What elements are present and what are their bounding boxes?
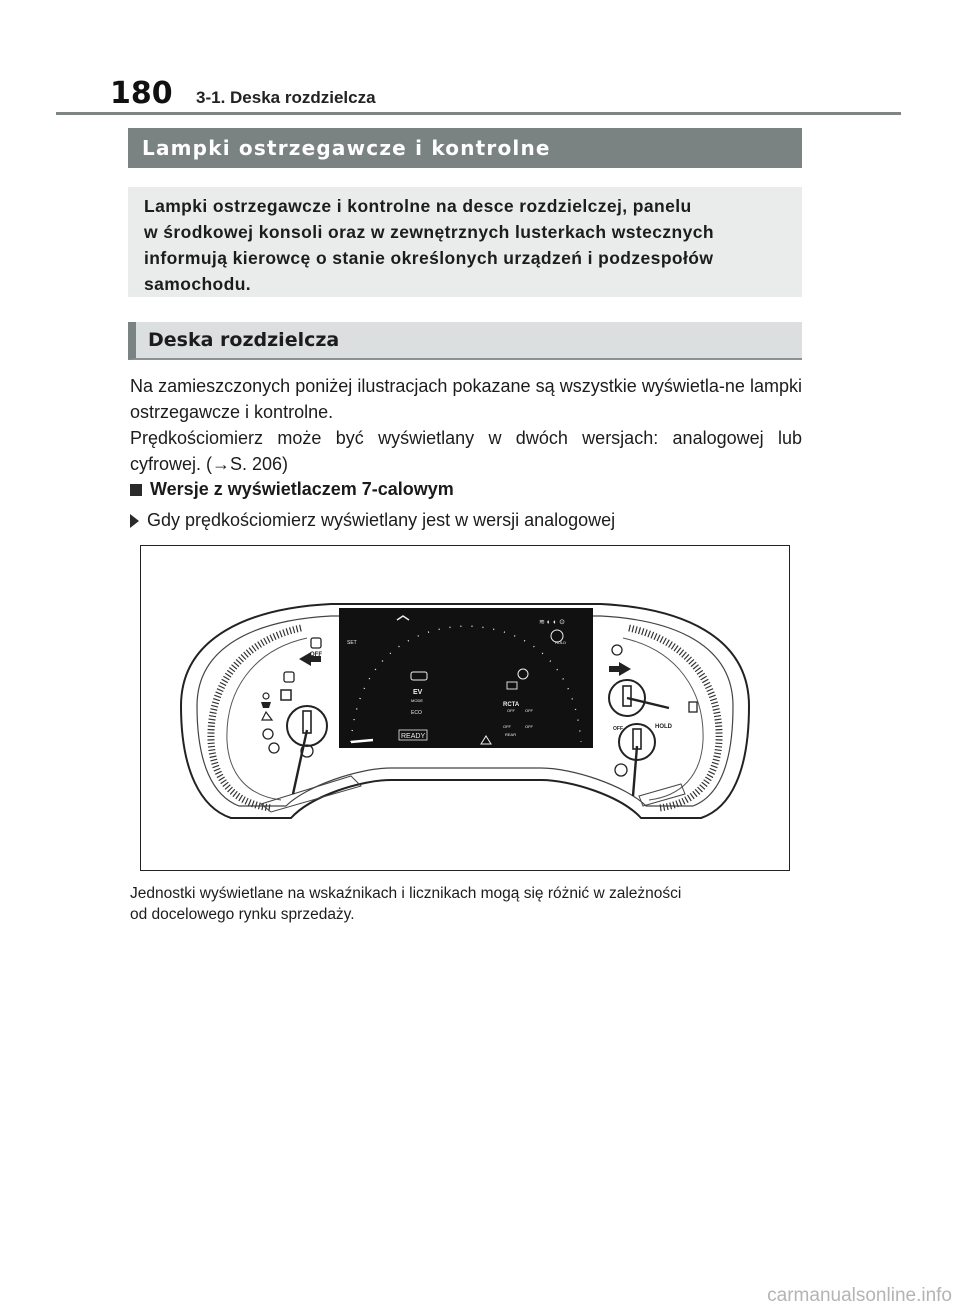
- intro-line: Lampki ostrzegawcze i kontrolne na desce rozdzielczej, panelu: [144, 196, 692, 216]
- label-hold-display: HOLD: [555, 640, 567, 645]
- label-set: SET: [347, 640, 357, 646]
- label-off-right1: OFF: [525, 708, 533, 713]
- caption-line: Jednostki wyświetlane na wskaźnikach i licznikach mogą się różnić w zależności: [130, 885, 682, 902]
- subsection-title: Deska rozdzielcza: [128, 322, 802, 360]
- page-header: [110, 76, 376, 111]
- watermark: carmanualsonline.info: [767, 1285, 952, 1306]
- version-heading: [130, 479, 454, 500]
- label-off-pka: OFF: [503, 724, 511, 729]
- chapter-title: 3-1. Deska rozdzielcza: [196, 88, 376, 107]
- top-right-symbols: ≋ ◐ ◐ ⊙: [539, 619, 566, 626]
- analog-bullet-text: Gdy prędkościomierz wyświetlany jest w wersji analogowej: [147, 510, 616, 530]
- square-bullet-icon: [130, 484, 142, 496]
- instrument-cluster-figure: [140, 545, 790, 871]
- label-off-left: OFF: [310, 652, 322, 658]
- paragraph-text: Prędkościomierz może być wyświetlany w dwóch wersjach: analogowej lub cyfrowej. (→S. 206): [130, 428, 802, 474]
- label-ev: EV: [413, 689, 423, 696]
- analog-bullet: [130, 510, 615, 531]
- caption-line: od docelowego rynku sprzedaży.: [130, 906, 355, 923]
- figure-caption: [130, 883, 802, 925]
- intro-line: w środkowej konsoli oraz w zewnętrznych lusterkach wstecznych: [144, 222, 714, 242]
- page-number: 180: [110, 76, 173, 111]
- version-heading-text: Wersje z wyświetlaczem 7-calowym: [150, 479, 454, 499]
- paragraph-displayed-lamps: Na zamieszczonych poniżej ilustracjach pokazane są wszystkie wyświetla-ne lampki ostrzegawcze i kontrolne.: [130, 376, 802, 422]
- section-title: Lampki ostrzegawcze i kontrolne: [128, 128, 802, 168]
- intro-line: samochodu.: [144, 274, 252, 294]
- label-ready: READY: [401, 733, 426, 740]
- center-display: [339, 608, 593, 748]
- triangle-bullet-icon: [130, 514, 139, 528]
- intro-line: informują kierowcę o stanie określonych urządzeń i podzespołów: [144, 248, 714, 268]
- header-divider: [56, 112, 901, 115]
- label-hold-right: HOLD: [655, 724, 672, 730]
- intro-box: [128, 187, 802, 297]
- label-off-right2: OFF: [525, 724, 533, 729]
- paragraph-speedometer-versions: [130, 425, 802, 477]
- instrument-cluster-illustration: [141, 546, 788, 869]
- label-mode: MODE: [411, 698, 423, 703]
- label-eco: ECO: [411, 710, 422, 716]
- label-rcta: RCTA: [503, 702, 520, 708]
- label-rear: REAR: [505, 732, 517, 737]
- label-off-right: OFF: [613, 726, 623, 732]
- label-off-rcta: OFF: [507, 708, 515, 713]
